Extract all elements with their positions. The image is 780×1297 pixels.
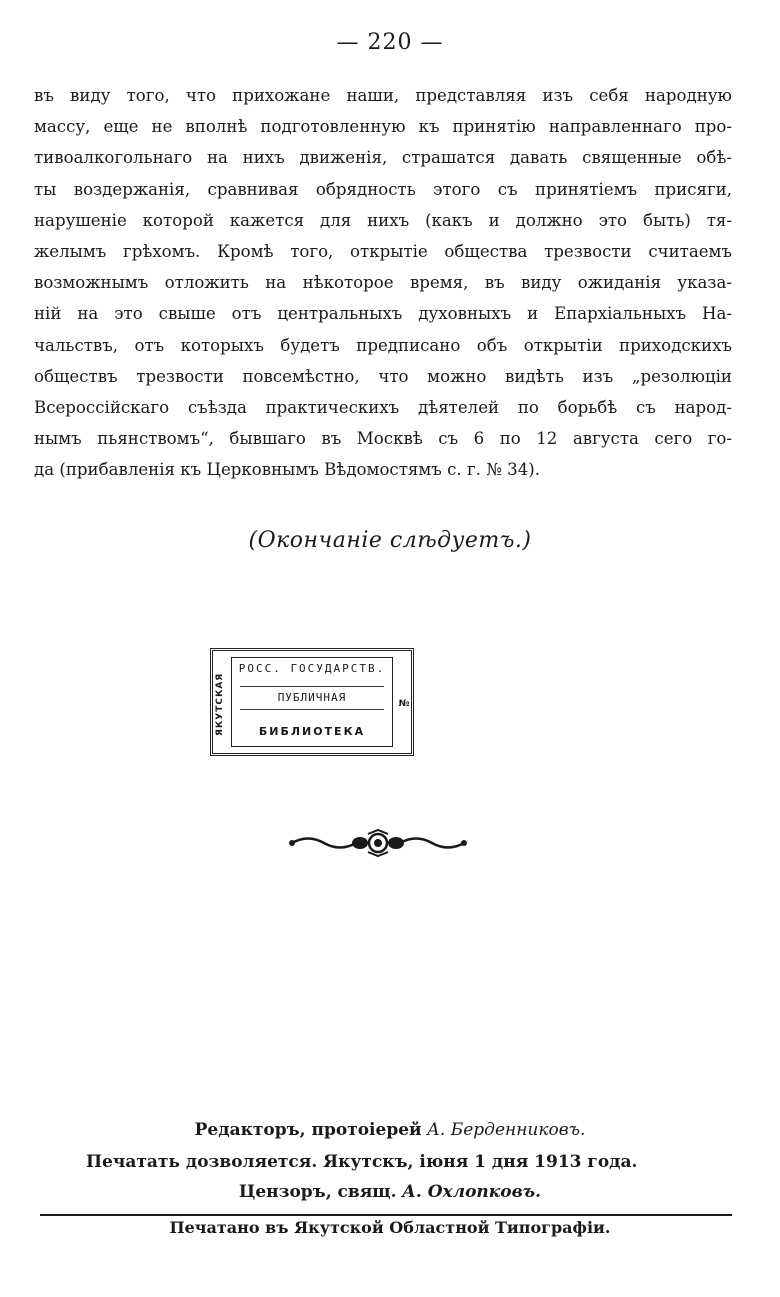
editor-name: А. Берденниковъ. (427, 1120, 586, 1140)
censor-prefix: Цензоръ, свящ. (238, 1182, 397, 1202)
stamp-inner-frame (231, 657, 393, 747)
body-line: массу, еще не вполнѣ подготовленную къ принятію направленнаго про- (34, 117, 732, 137)
body-line: ты воздержанія, сравнивая обрядность этого съ принятіемъ присяги, (34, 179, 732, 199)
article-body (34, 80, 732, 486)
imprint-censor (0, 1182, 780, 1202)
stamp-label: БИБЛИОТЕКА (258, 725, 366, 738)
library-stamp (210, 648, 414, 756)
stamp-side-right: № (399, 699, 409, 709)
body-line: чальствъ, отъ которыхъ будетъ предписано объ открытіи приходскихъ (34, 335, 732, 355)
body-line: нымъ пьянствомъ“, бывшаго въ Москвѣ съ 6 по 12 августа сего го- (34, 429, 732, 449)
body-line: возможнымъ отложить на нѣкоторое время, въ виду ожиданія указа- (34, 273, 732, 293)
bottom-rule (40, 1214, 732, 1216)
stamp-top-text: РОСС. ГОСУДАРСТВ. (238, 662, 386, 675)
body-line: въ виду того, что прихожане наши, представляя изъ себя народную (34, 86, 732, 105)
body-line: обществъ трезвости повсемѣстно, что можно видѣть изъ „резолюціи (34, 366, 732, 386)
body-line-last: да (прибавленія къ Церковнымъ Вѣдомостямъ с. г. № 34). (34, 460, 541, 480)
stamp-side-left: ЯКУТСКАЯ (215, 672, 225, 736)
body-line: тивоалкогольнаго на нихъ движенія, страшатся давать священные обѣ- (34, 148, 732, 168)
imprint-permission: Печатать дозволяется. Якутскъ, іюня 1 дня 1913 года. (86, 1152, 638, 1172)
stamp-middle-text: ПУБЛИЧНАЯ (240, 686, 384, 710)
body-line: ній на это свыше отъ центральныхъ духовныхъ и Епархіальныхъ На- (34, 304, 732, 324)
page-number: — 220 — (336, 30, 444, 55)
body-line: Всероссійскаго съѣзда практическихъ дѣятелей по борьбѣ съ народ- (34, 398, 732, 418)
body-line: нарушеніе которой кажется для нихъ (какъ и должно это быть) тя- (34, 210, 732, 230)
continuation-note: (Окончаніе слѣдуетъ.) (248, 528, 532, 553)
censor-name: А. Охлопковъ. (402, 1182, 542, 1202)
printer-line: Печатано въ Якутской Областной Типографіи. (169, 1218, 611, 1237)
editor-prefix: Редакторъ, протоіерей (194, 1120, 422, 1140)
body-line: желымъ грѣхомъ. Кромѣ того, открытіе общества трезвости считаемъ (34, 242, 732, 262)
imprint-editor (0, 1120, 780, 1140)
fleuron-divider-icon (288, 828, 468, 858)
